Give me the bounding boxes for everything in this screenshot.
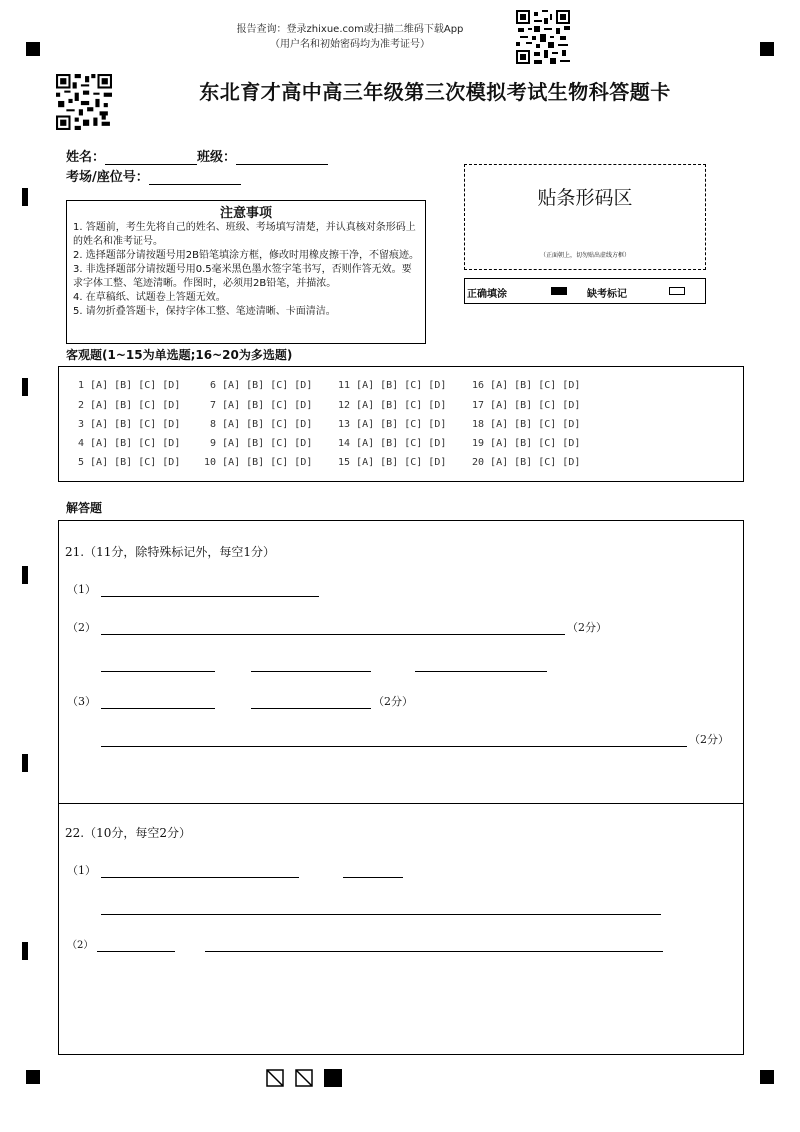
absent-mark-box[interactable] [669, 287, 685, 295]
choice-row[interactable]: 19 [A] [B] [C] [D] [472, 438, 581, 449]
choice-row[interactable]: 7 [A] [B] [C] [D] [210, 400, 313, 411]
q22-part2-answer-line[interactable] [205, 951, 663, 952]
name-class-row [66, 146, 328, 165]
timing-bar [22, 566, 28, 584]
qr-code-icon [516, 10, 570, 64]
notes-title: 注意事项 [219, 206, 272, 221]
notes-item: 2. 选择题部分请按题号用2B铅笔填涂方框，修改时用橡皮擦干净，不留痕迹。 [73, 250, 419, 261]
name-field[interactable] [105, 150, 197, 165]
q21-heading: 21.（11分，除特殊标记外，每空1分） [65, 545, 275, 559]
choice-row[interactable]: 11 [A] [B] [C] [D] [338, 380, 447, 391]
answers-section-title: 解答题 [66, 501, 103, 515]
correct-fill-label: 正确填涂 [467, 289, 507, 300]
room-seat-field[interactable] [149, 170, 241, 185]
choice-row[interactable]: 10 [A] [B] [C] [D] [204, 457, 313, 468]
choice-row[interactable]: 1 [A] [B] [C] [D] [78, 380, 181, 391]
choice-row[interactable]: 12 [A] [B] [C] [D] [338, 400, 447, 411]
choice-row[interactable]: 8 [A] [B] [C] [D] [210, 419, 313, 430]
report-query-line1: 报告查询：登录zhixue.com或扫描二维码下载App [236, 24, 464, 35]
report-query-line2: （用户名和初始密码均为准考证号） [270, 39, 430, 50]
fill-legend [464, 278, 706, 304]
q21-part3-label: （3） [67, 695, 96, 708]
q21-part2-blank-c[interactable] [415, 671, 547, 672]
q21-part3-score: （2分） [373, 695, 413, 708]
report-query-note [220, 22, 480, 52]
class-field[interactable] [236, 150, 328, 165]
barcode-area[interactable] [464, 164, 706, 270]
objective-section-title: 客观题(1~15为单选题;16~20为多选题) [66, 348, 293, 362]
choice-row[interactable]: 16 [A] [B] [C] [D] [472, 380, 581, 391]
q21-part2-answer-line[interactable] [101, 634, 565, 635]
q21-part1-label: （1） [67, 583, 96, 596]
timing-bar [22, 378, 28, 396]
q21-part3-answer-line[interactable] [101, 746, 687, 747]
room-seat-label: 考场/座位号： [66, 170, 149, 185]
choice-row[interactable]: 4 [A] [B] [C] [D] [78, 438, 181, 449]
barcode-area-label: 贴条形码区 [537, 187, 633, 209]
q21-part2-blank-a[interactable] [101, 671, 215, 672]
choice-row[interactable]: 9 [A] [B] [C] [D] [210, 438, 313, 449]
choice-row[interactable]: 15 [A] [B] [C] [D] [338, 457, 447, 468]
qr-code-icon [56, 74, 112, 130]
q22-heading: 22.（10分，每空2分） [65, 826, 191, 840]
q21-part2-score: （2分） [567, 621, 607, 634]
corner-mark-top-left [26, 42, 40, 56]
choice-row[interactable]: 6 [A] [B] [C] [D] [210, 380, 313, 391]
q21-part1-answer-line[interactable] [101, 596, 319, 597]
choice-row[interactable]: 3 [A] [B] [C] [D] [78, 419, 181, 430]
choice-row[interactable]: 5 [A] [B] [C] [D] [78, 457, 181, 468]
bottom-page-marks [266, 1069, 346, 1089]
notes-item: 5. 请勿折叠答题卡，保持字体工整、笔迹清晰、卡面清洁。 [73, 306, 336, 317]
choice-row[interactable]: 2 [A] [B] [C] [D] [78, 400, 181, 411]
q22-box [58, 802, 744, 1055]
choice-row[interactable]: 20 [A] [B] [C] [D] [472, 457, 581, 468]
choice-row[interactable]: 14 [A] [B] [C] [D] [338, 438, 447, 449]
name-label: 姓名： [66, 150, 106, 165]
timing-bar [22, 754, 28, 772]
barcode-area-hint: （正面朝上，切勿贴出虚线方框） [539, 252, 630, 259]
class-label: 班级： [197, 150, 237, 165]
timing-bar [22, 188, 28, 206]
choice-row[interactable]: 17 [A] [B] [C] [D] [472, 400, 581, 411]
notes-item: 4. 在草稿纸、试题卷上答题无效。 [73, 292, 226, 303]
q21-part2-blank-b[interactable] [251, 671, 371, 672]
q21-part2-label: （2） [67, 621, 96, 634]
notes-item: 3. 非选择题部分请按题号用0.5毫米黑色墨水签字笔书写，否则作答无效。要求字体工整、笔迹清晰。作图时，必须用2B铅笔，并描浓。 [73, 264, 412, 289]
q21-part3-score2: （2分） [689, 733, 729, 746]
q22-part1-label: （1） [67, 864, 96, 877]
absent-mark-label: 缺考标记 [587, 289, 627, 300]
q21-part3-blank-a[interactable] [101, 708, 215, 709]
q22-part2-label: （2） [67, 940, 94, 951]
notes-item: 1. 答题前，考生先将自己的姓名、班级、考场填写清楚，并认真核对条形码上的姓名和准考证号。 [73, 222, 416, 247]
timing-bar [22, 942, 28, 960]
corner-mark-bottom-left [26, 1070, 40, 1084]
q21-part3-blank-b[interactable] [251, 708, 371, 709]
choice-row[interactable]: 13 [A] [B] [C] [D] [338, 419, 447, 430]
q22-part2-blank-a[interactable] [97, 951, 175, 952]
q21-box [58, 520, 744, 804]
corner-mark-top-right [760, 42, 774, 56]
corner-mark-bottom-right [760, 1070, 774, 1084]
q22-part1-answer-line[interactable] [101, 914, 661, 915]
notes-box [66, 200, 426, 344]
choice-row[interactable]: 18 [A] [B] [C] [D] [472, 419, 581, 430]
correct-fill-sample [551, 287, 567, 295]
room-seat-row [66, 166, 241, 185]
q22-part1-blank-b[interactable] [343, 877, 403, 878]
q22-part1-blank-a[interactable] [101, 877, 299, 878]
page-title: 东北育才高中高三年级第三次模拟考试生物科答题卡 [199, 80, 671, 104]
